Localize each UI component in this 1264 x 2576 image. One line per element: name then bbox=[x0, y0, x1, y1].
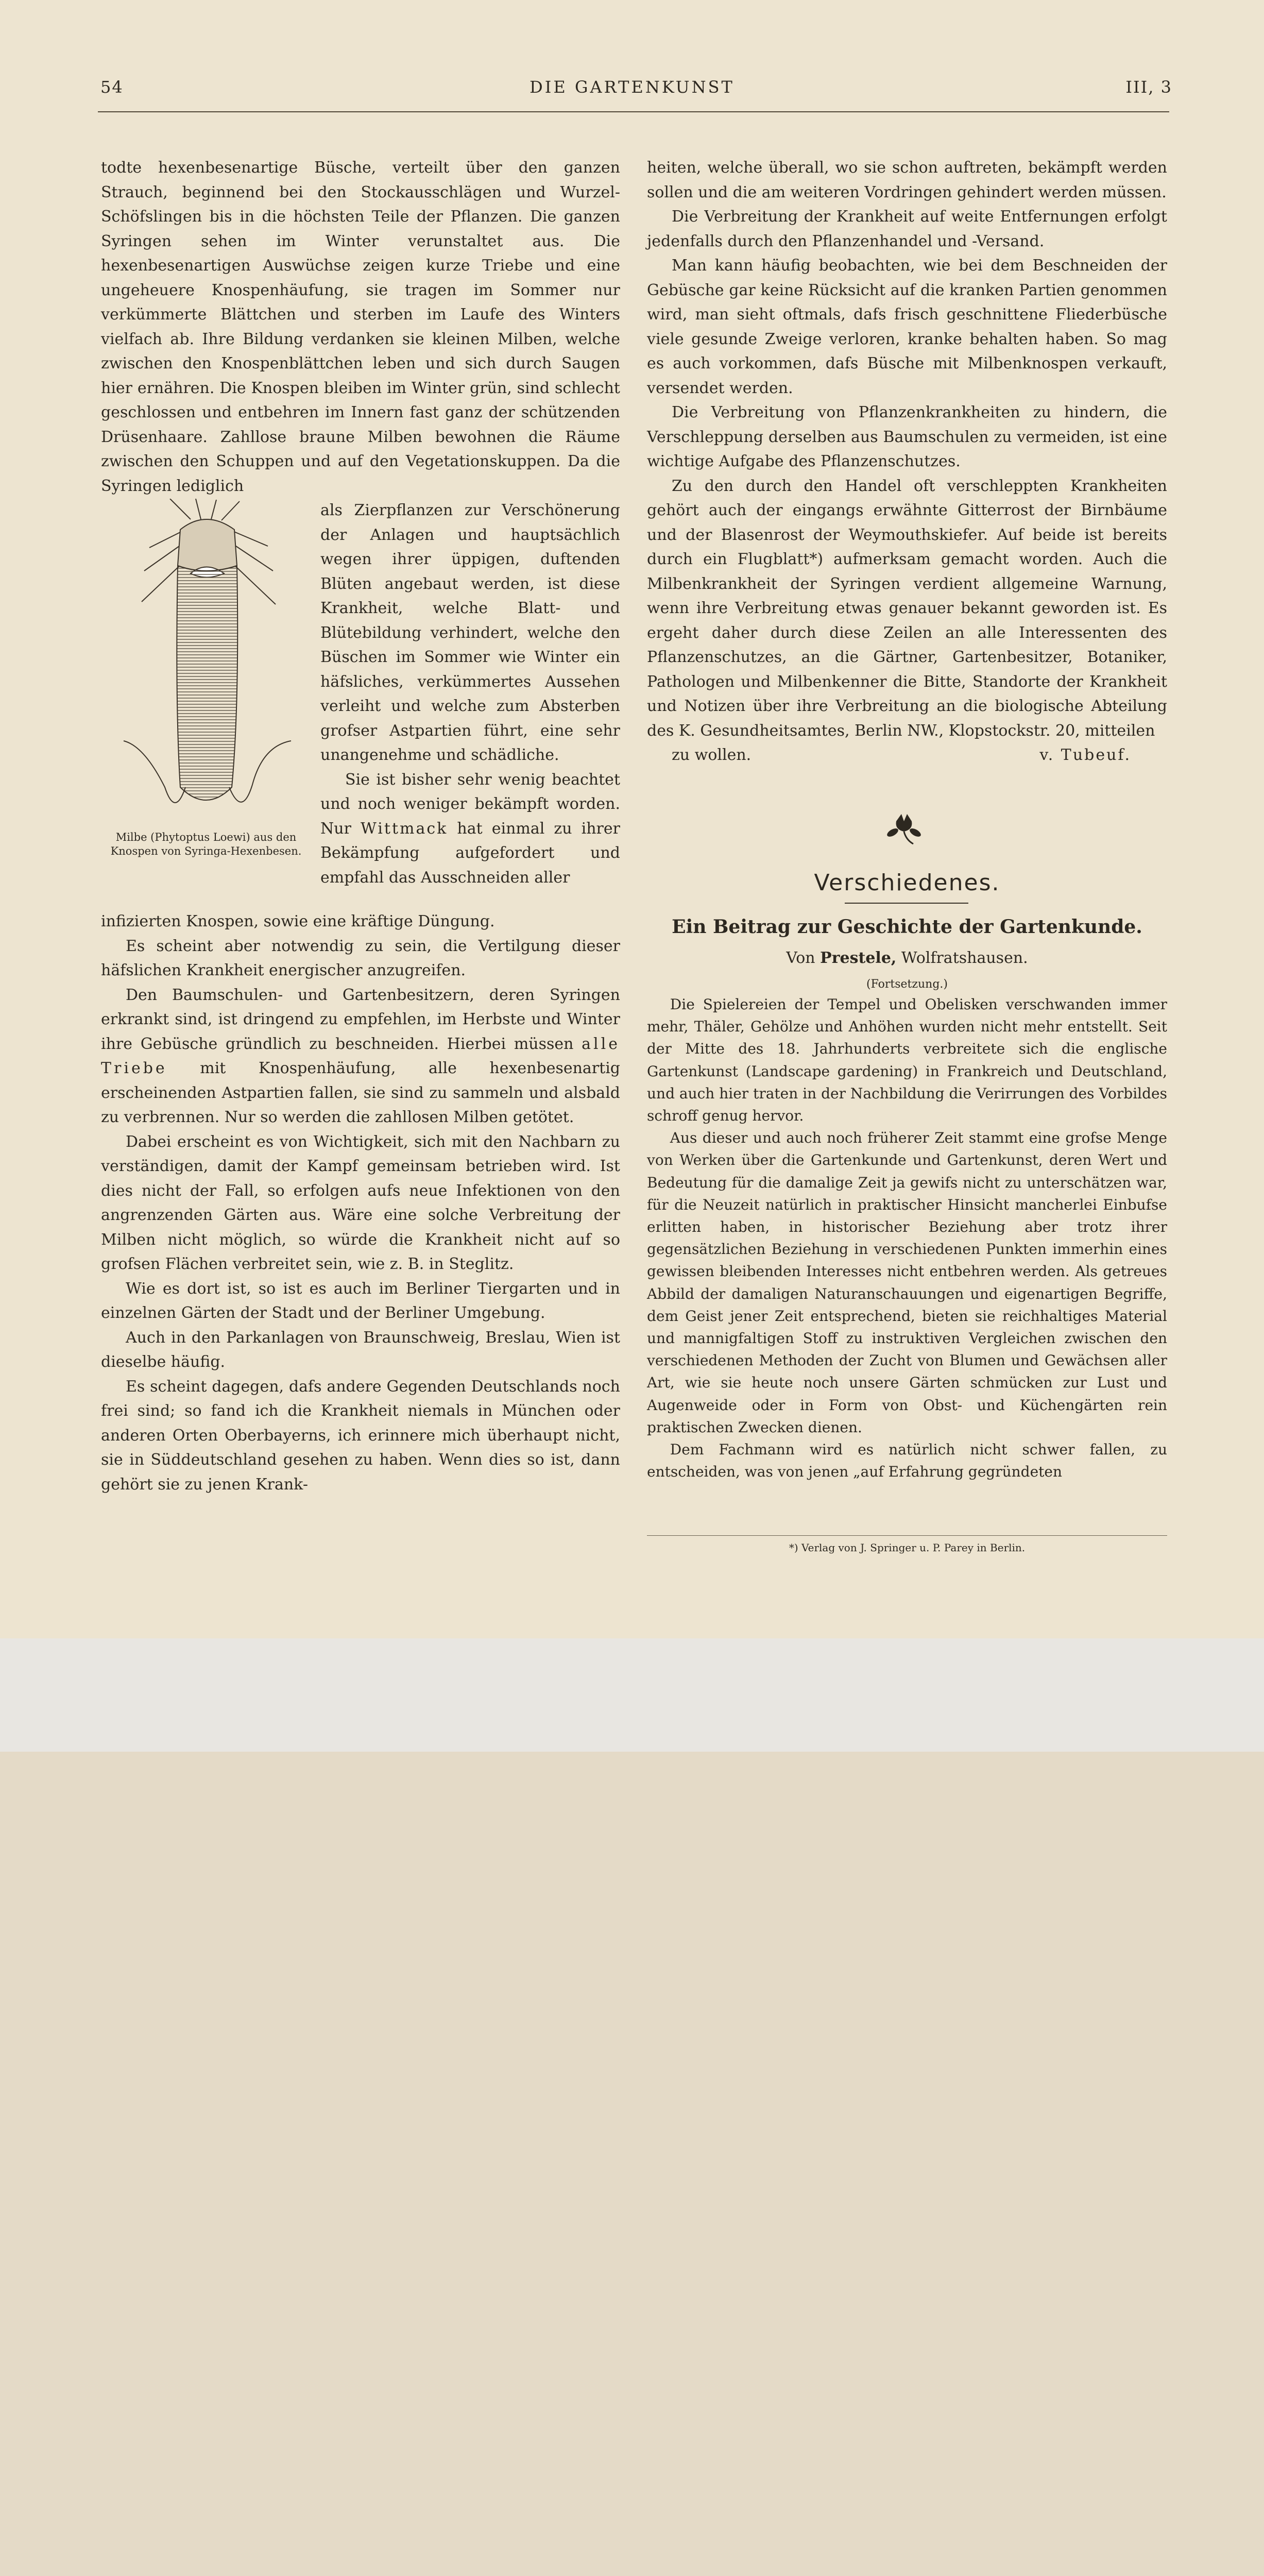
paragraph: Dem Fachmann wird es natürlich nicht schwer fallen, zu entscheiden, was von jenen „auf Erfahrung gegründeten bbox=[647, 1441, 1167, 1481]
paragraph: Auch in den Parkanlagen von Braunschweig, Breslau, Wien ist dieselbe häufig. bbox=[101, 1328, 620, 1371]
left-column-bottom bbox=[101, 909, 620, 1497]
issue-number: III, 3 bbox=[1125, 77, 1172, 97]
mite-illustration bbox=[113, 499, 309, 828]
paragraph: Wie es dort ist, so ist es auch im Berliner Tiergarten und in einzelnen Gärten der Stadt und der Berliner Umgebung. bbox=[101, 1279, 620, 1322]
paragraph: Die Verbreitung der Krankheit auf weite Entfernungen erfolgt jedenfalls durch den Pflanzenhandel und -Versand. bbox=[647, 208, 1167, 250]
footnote: *) Verlag von J. Springer u. P. Parey in Berlin. bbox=[789, 1541, 1026, 1554]
header-rule bbox=[98, 111, 1169, 112]
text-run: zu wollen. bbox=[672, 746, 751, 764]
paragraph bbox=[101, 983, 620, 1130]
paragraph: heiten, welche überall, wo sie schon auftreten, bekämpft werden sollen und die am weiteren Vordringen gehindert werden müssen. bbox=[647, 159, 1167, 201]
page-number: 54 bbox=[100, 77, 124, 97]
paragraph: Die Verbreitung von Pflanzenkrankheiten zu hindern, die Verschleppung derselben aus Baumschulen zu vermeiden, ist eine wichtige Aufgabe des Pflanzenschutzes. bbox=[647, 403, 1167, 470]
paragraph: infizierten Knospen, sowie eine kräftige Düngung. bbox=[101, 912, 495, 930]
section-rule bbox=[845, 903, 968, 904]
author-name: Prestele, bbox=[820, 949, 897, 967]
left-column-top bbox=[101, 156, 620, 498]
article-body bbox=[647, 993, 1167, 1483]
paragraph bbox=[647, 743, 1167, 768]
paragraph: Die Spielereien der Tempel und Obelisken verschwanden immer mehr, Thäler, Gehölze und Anhöhen wurden nicht mehr entstellt. Seit der Mitte des 18. Jahrhunderts verbreitete sich die englische Gartenkunst (Landscape gardening) in Frankreich und Deutschland, und auch hier traten in der Nachbildung die Verirrungen des Vorbildes schroff genug hervor. bbox=[647, 996, 1167, 1125]
text-run: Sie ist bisher sehr wenig beachtet und noch weniger bekämpft worden. Nur bbox=[320, 770, 620, 838]
section-title: Verschiedenes. bbox=[814, 870, 1000, 896]
left-column-wrap bbox=[320, 498, 620, 890]
article-title: Ein Beitrag zur Geschichte der Gartenkunde. bbox=[672, 916, 1142, 938]
right-column-top bbox=[647, 156, 1167, 768]
paragraph: Zu den durch den Handel oft verschleppten Krankheiten gehört auch der eingangs erwähnte Gitterrost der Birnbäume und der Blasenrost der Weymouthskiefer. Auf beide ist bereits durch ein Flugblatt*) aufmerksam gemacht worden. Auch die Milbenkrankheit der Syringen verdient allgemeine Warnung, wenn ihre Verbreitung etwas genauer bekannt geworden ist. Es ergeht daher durch diese Zeilen an alle Interessenten des Pflanzenschutzes, an die Gärtner, Gartenbesitzer, Botaniker, Pathologen und Milbenkenner die Bitte, Standorte der Krankheit und Notizen über ihre Verbreitung an die biologische Abteilung des K. Gesundheitsamtes, Berlin NW., Klopstockstr. 20, mitteilen bbox=[647, 477, 1167, 740]
text-run: Den Baumschulen- und Gartenbesitzern, deren Syringen erkrankt sind, ist dringend zu empfehlen, im Herbste und Winter ihre Gebüsche gründlich zu beschneiden. Hierbei müssen bbox=[101, 986, 620, 1053]
paragraph: Es scheint aber notwendig zu sein, die Vertilgung dieser häfslichen Krankheit energischer anzugreifen. bbox=[101, 937, 620, 979]
flower-ornament-icon bbox=[883, 810, 925, 851]
byline bbox=[647, 949, 1167, 967]
continuation-note: (Fortsetzung.) bbox=[866, 978, 948, 991]
paragraph: todte hexenbesenartige Büsche, verteilt über den ganzen Strauch, beginnend bei den Stockausschlägen und Wurzel-Schöfslingen bis in die höchsten Teile der Pflanzen. Die ganzen Syringen sehen im Winter verunstaltet aus. Die hexenbesenartigen Auswüchse zeigen kurze Triebe und eine ungeheuere Knospenhäufung, sie tragen im Sommer nur verkümmerte Blättchen und sterben im Laufe des Winters vielfach ab. Ihre Bildung verdanken sie kleinen Milben, welche zwischen den Knospenblättchen leben und sich durch Saugen hier ernähren. Die Knospen bleiben im Winter grün, sind schlecht geschlossen und entbehren im Innern fast ganz der schützenden Drüsenhaare. Zahllose braune Milben bewohnen die Räume zwischen den Schuppen und auf den Vegetationskuppen. Da die Syringen lediglich bbox=[101, 159, 620, 495]
byline-prefix: Von bbox=[786, 949, 815, 967]
paragraph bbox=[320, 768, 620, 890]
author-signature: v. Tubeuf. bbox=[1039, 746, 1131, 764]
emphasis: alle Triebe bbox=[101, 1035, 620, 1077]
running-title: DIE GARTENKUNST bbox=[529, 77, 735, 97]
author-place: Wolfratshausen. bbox=[901, 949, 1028, 967]
figure-caption: Milbe (Phytoptus Loewi) aus den Knospen von Syringa-Hexenbesen. bbox=[110, 831, 302, 857]
paragraph: als Zierpflanzen zur Verschönerung der Anlagen und hauptsächlich wegen ihrer üppigen, duftenden Blüten angebaut werden, ist diese Krankheit, welche Blatt- und Blütebildung verhindert, welche den Büschen im Sommer wie Winter ein häfsliches, verkümmertes Aussehen verleiht und welche zum Absterben grofser Astpartien führt, eine sehr unangenehme und schädliche. bbox=[320, 501, 620, 764]
text-run: mit Knospenhäufung, alle hexenbesenartig erscheinenden Astpartien fallen, sie sind zu sammeln und alsbald zu verbrennen. Nur so werden die zahllosen Milben getötet. bbox=[101, 1059, 620, 1126]
paragraph: Aus dieser und auch noch früherer Zeit stammt eine grofse Menge von Werken über die Gartenkunde und Gartenkunst, deren Wert und Bedeutung für die damalige Zeit ja gewifs nicht zu unterschätzen war, für die Neuzeit natürlich in praktischer Hinsicht mancherlei Einbufse erlitten haben, in historischer Beziehung aber trotz ihrer gegensätzlichen Beziehung in verschiedenen Punkten immerhin eines gewissen bleibenden Interesses nicht entbehren werden. Als getreues Abbild der damaligen Naturanschauungen und eigenartigen Begriffe, dem Geist jener Zeit entsprechend, bieten sie reichhaltiges Material und mannigfaltigen Stoff zu instruktiven Vergleichen zwischen den verschiedenen Methoden der Zucht von Blumen und Gewächsen aller Art, wie sie heute noch unsere Gärten schmücken zur Lust und Augenweide oder in Form von Obst- und Küchengärten rein praktischen Zwecken dienen. bbox=[647, 1129, 1167, 1436]
paragraph: Es scheint dagegen, dafs andere Gegenden Deutschlands noch frei sind; so fand ich die Krankheit niemals in München oder anderen Orten Oberbayerns, ich erinnere mich überhaupt nicht, sie in Süddeutschland gesehen zu haben. Wenn dies so ist, dann gehört sie zu jenen Krank- bbox=[101, 1377, 620, 1494]
person-name: Wittmack bbox=[361, 819, 448, 838]
text-run: hat einmal zu ihrer Bekämpfung aufgefordert und empfahl das Ausschneiden aller bbox=[320, 819, 620, 887]
paragraph: Dabei erscheint es von Wichtigkeit, sich mit den Nachbarn zu verständigen, damit der Kampf gemeinsam betrieben wird. Ist dies nicht der Fall, so erfolgen aufs neue Infektionen von den angrenzenden Gärten aus. Wäre eine solche Verbreitung der Milben nicht möglich, so würde die Krankheit nicht auf so grofsen Flächen verbreitet sein, wie z. B. in Steglitz. bbox=[101, 1132, 620, 1273]
footnote-rule bbox=[647, 1535, 1167, 1536]
library-footer bbox=[0, 1638, 1264, 1752]
paragraph: Man kann häufig beobachten, wie bei dem Beschneiden der Gebüsche gar keine Rücksicht auf die kranken Partien genommen wird, man sieht oftmals, dafs frisch geschnittene Fliederbüsche viele gesunde Zweige verloren, kranke behalten haben. So mag es auch vorkommen, dafs Büsche mit Milbenknospen verkauft, versendet werden. bbox=[647, 257, 1167, 397]
